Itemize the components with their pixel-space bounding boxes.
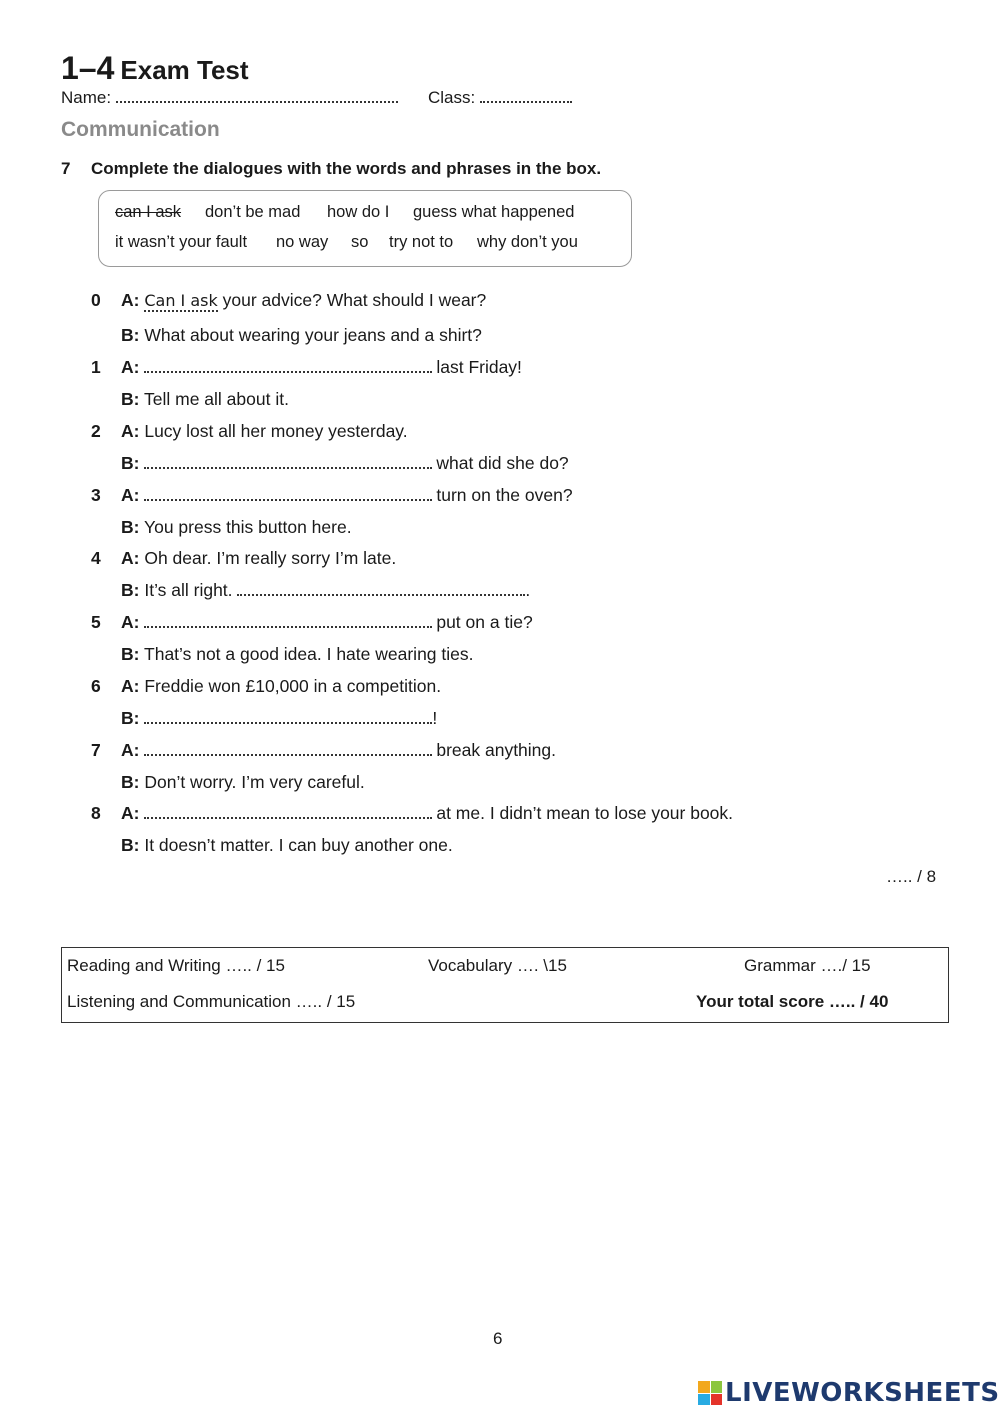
- dialogue-end-punct: .: [525, 580, 531, 600]
- name-label: Name:: [61, 88, 112, 107]
- word-option: so: [351, 233, 369, 251]
- dialogue-text: Oh dear. I’m really sorry I’m late.: [144, 548, 397, 568]
- exercise-instruction: [61, 159, 601, 179]
- speaker-b: B:: [121, 517, 140, 537]
- dialogue-text: Lucy lost all her money yesterday.: [144, 421, 408, 441]
- dialogue-text: break anything.: [436, 740, 557, 760]
- word-option: no way: [276, 233, 329, 251]
- dialogue-text: !: [432, 708, 438, 728]
- dialogue-number: 5: [91, 612, 101, 632]
- speaker-a: A:: [121, 290, 140, 310]
- name-field-row: [61, 87, 398, 108]
- speaker-a: A:: [121, 421, 140, 441]
- exercise-number: 7: [61, 159, 71, 178]
- speaker-b: B:: [121, 389, 140, 409]
- answer-blank-7[interactable]: [144, 740, 432, 756]
- liveworksheets-logo[interactable]: [698, 1378, 1000, 1408]
- dialogue-number: 0: [91, 290, 101, 310]
- dialogue-text: Tell me all about it.: [144, 389, 289, 409]
- answer-blank-2[interactable]: [144, 453, 432, 469]
- dialogue-4-b: [121, 580, 530, 601]
- dialogue-6-b: [121, 708, 437, 729]
- title-text: Exam Test: [120, 55, 249, 85]
- dialogue-8-b: [121, 835, 453, 856]
- score-summary-box: [61, 947, 949, 1023]
- dialogue-3-b: [121, 517, 352, 538]
- word-option: it wasn’t your fault: [115, 233, 248, 251]
- dialogue-0-b: [121, 325, 482, 346]
- dialogue-text: turn on the oven?: [436, 485, 573, 505]
- speaker-a: A:: [121, 548, 140, 568]
- dialogue-text: You press this button here.: [144, 517, 352, 537]
- word-option: can I ask: [115, 203, 182, 221]
- dialogue-text: What about wearing your jeans and a shirt?: [144, 325, 482, 345]
- example-answer: Can I ask: [144, 291, 218, 310]
- page-title: [61, 50, 249, 87]
- dialogue-number: 3: [91, 485, 101, 505]
- word-option: don’t be mad: [205, 203, 301, 221]
- dialogue-1-b: [121, 389, 289, 410]
- word-option: how do I: [327, 203, 390, 221]
- dialogue-5-b: [121, 644, 474, 665]
- dialogue-text: what did she do?: [436, 453, 569, 473]
- speaker-a: A:: [121, 485, 140, 505]
- speaker-a: A:: [121, 676, 140, 696]
- instruction-text: Complete the dialogues with the words and phrases in the box.: [91, 159, 602, 178]
- answer-blank-3[interactable]: [144, 485, 432, 501]
- dialogue-number: 1: [91, 357, 101, 377]
- dialogue-text: Freddie won £10,000 in a competition.: [144, 676, 442, 696]
- dialogue-number: 8: [91, 803, 101, 823]
- speaker-a: A:: [121, 740, 140, 760]
- dialogue-text: last Friday!: [436, 357, 522, 377]
- logo-icon: [698, 1381, 722, 1405]
- answer-blank-8[interactable]: [144, 803, 432, 819]
- speaker-b: B:: [121, 772, 140, 792]
- vocabulary-score: Vocabulary …. \15: [428, 956, 567, 975]
- answer-blank-4[interactable]: [237, 580, 525, 596]
- answer-blank-6[interactable]: [144, 708, 432, 724]
- word-option: try not to: [389, 233, 454, 251]
- answer-blank-1[interactable]: [144, 357, 432, 373]
- section-title: Communication: [61, 118, 220, 141]
- dialogue-number: 2: [91, 421, 101, 441]
- dialogue-text: That’s not a good idea. I hate wearing ties.: [144, 644, 474, 664]
- exercise-score: ….. / 8: [886, 867, 937, 886]
- class-field-row: [428, 87, 572, 108]
- dialogue-text: your advice? What should I wear?: [217, 290, 487, 310]
- dialogue-number: 6: [91, 676, 101, 696]
- dialogue-text: Don’t worry. I’m very careful.: [144, 772, 365, 792]
- speaker-b: B:: [121, 453, 140, 473]
- word-option: guess what happened: [413, 203, 575, 221]
- speaker-b: B:: [121, 325, 140, 345]
- dialogue-text: at me. I didn’t mean to lose your book.: [436, 803, 734, 823]
- dialogue-text: It’s all right.: [144, 580, 233, 600]
- logo-text: LIVEWORKSHEETS: [725, 1378, 1000, 1408]
- dialogue-7-b: [121, 772, 365, 793]
- answer-blank-5[interactable]: [144, 612, 432, 628]
- dialogue-text: It doesn’t matter. I can buy another one.: [144, 835, 453, 855]
- dialogue-2-b: [121, 453, 569, 474]
- word-box: [98, 190, 632, 267]
- name-input-line[interactable]: [116, 87, 398, 103]
- title-number: 1–4: [61, 50, 115, 86]
- speaker-b: B:: [121, 580, 140, 600]
- speaker-b: B:: [121, 708, 140, 728]
- reading-writing-score: Reading and Writing ….. / 15: [67, 956, 285, 975]
- listening-communication-score: Listening and Communication ….. / 15: [67, 992, 356, 1011]
- speaker-a: A:: [121, 357, 140, 377]
- class-input-line[interactable]: [480, 87, 572, 103]
- grammar-score: Grammar …./ 15: [744, 956, 871, 975]
- dialogue-text: put on a tie?: [436, 612, 533, 632]
- word-option: why don’t you: [477, 233, 578, 251]
- speaker-b: B:: [121, 835, 140, 855]
- dialogue-number: 7: [91, 740, 101, 760]
- speaker-a: A:: [121, 612, 140, 632]
- page-number: 6: [493, 1329, 503, 1348]
- speaker-b: B:: [121, 644, 140, 664]
- total-score: Your total score ….. / 40: [696, 992, 889, 1011]
- speaker-a: A:: [121, 803, 140, 823]
- dialogue-number: 4: [91, 548, 101, 568]
- class-label: Class:: [428, 88, 476, 107]
